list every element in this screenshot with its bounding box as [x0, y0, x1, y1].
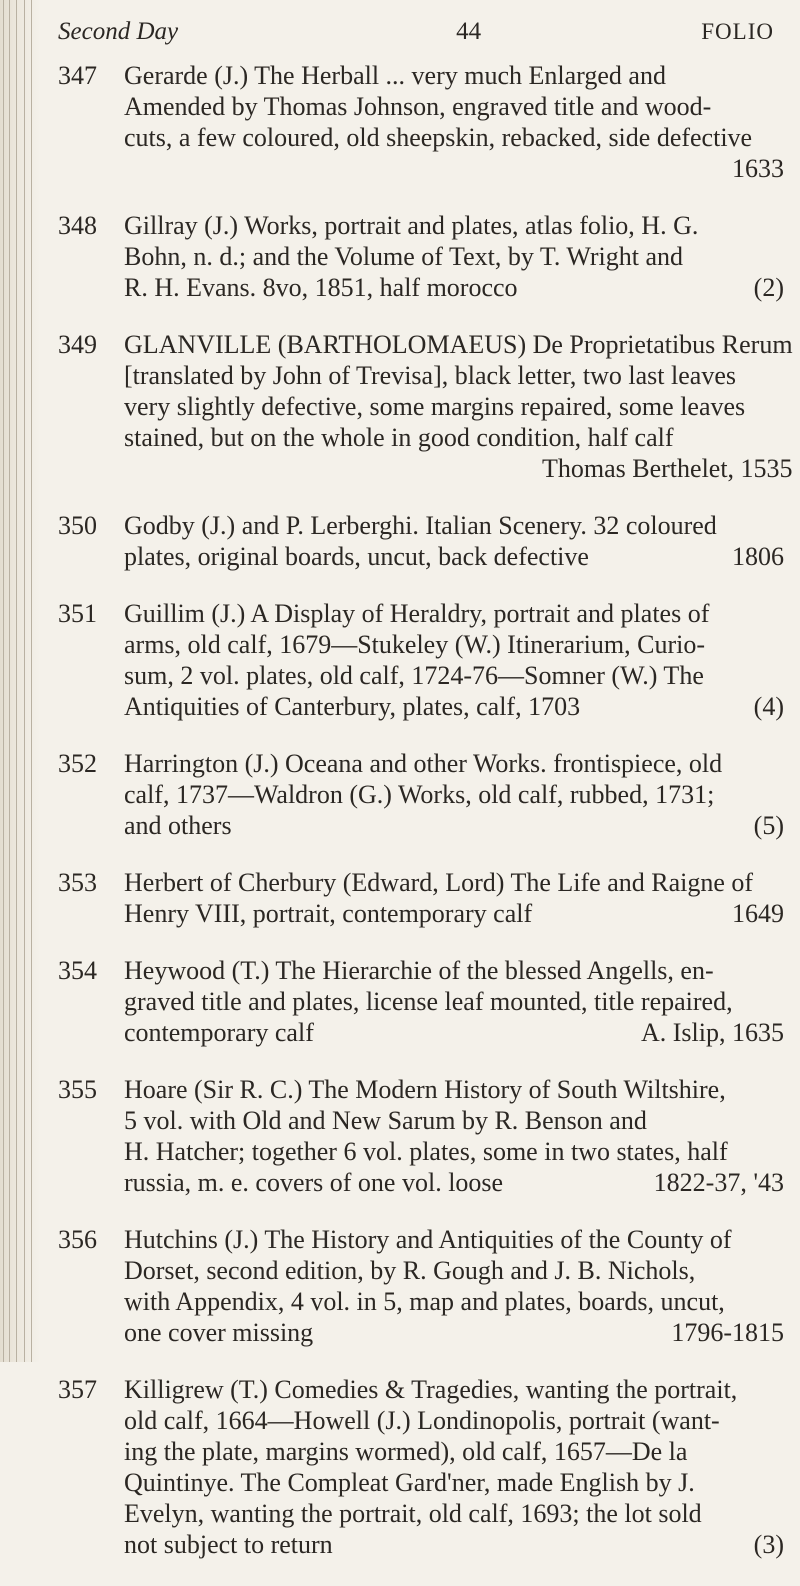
- lot-last-line: [124, 153, 784, 184]
- lot-number: 351: [58, 599, 97, 628]
- lot-line: Killigrew (T.) Comedies & Tragedies, wanting the portrait,: [124, 1375, 738, 1404]
- lot-entry: [58, 748, 784, 841]
- lot-date-or-count: (4): [753, 692, 784, 721]
- lot-line: Hoare (Sir R. C.) The Modern History of South Wiltshire,: [124, 1075, 726, 1104]
- lot-line: Dorset, second edition, by R. Gough and J. B. Nichols,: [124, 1256, 696, 1285]
- lot-description: [124, 329, 793, 484]
- lot-entry: [58, 1374, 784, 1560]
- lot-line: 5 vol. with Old and New Sarum by R. Benson and: [124, 1106, 647, 1135]
- lot-last-text: and others: [124, 811, 232, 840]
- lot-line: old calf, 1664—Howell (J.) Londinopolis, portrait (want-: [124, 1406, 720, 1435]
- lot-last-line: [124, 898, 784, 929]
- lot-line: Amended by Thomas Johnson, engraved title and wood-: [124, 92, 712, 121]
- lot-line: Gerarde (J.) The Herball ... very much Enlarged and: [124, 61, 666, 90]
- lot-line: ing the plate, margins wormed), old calf, 1657—De la: [124, 1437, 688, 1466]
- lot-date-or-count: (5): [753, 811, 784, 840]
- lot-line: Gillray (J.) Works, portrait and plates, atlas folio, H. G.: [124, 211, 699, 240]
- lot-date-or-count: 1649: [732, 899, 784, 928]
- lot-last-text: russia, m. e. covers of one vol. loose: [124, 1168, 504, 1197]
- lot-date-or-count: 1633: [732, 154, 784, 183]
- lot-line: graved title and plates, license leaf mounted, title repaired,: [124, 987, 733, 1016]
- lot-last-text: R. H. Evans. 8vo, 1851, half morocco: [124, 273, 518, 302]
- lot-line: Herbert of Cherbury (Edward, Lord) The Life and Raigne of: [124, 868, 754, 897]
- lot-description: [124, 1224, 784, 1348]
- lot-number: 352: [58, 749, 97, 778]
- lot-line: calf, 1737—Waldron (G.) Works, old calf, rubbed, 1731;: [124, 780, 715, 809]
- lot-entry: [58, 867, 784, 929]
- lot-entry: [58, 60, 784, 184]
- lot-entry: [58, 1224, 784, 1348]
- lot-last-text: one cover missing: [124, 1318, 314, 1347]
- lot-date-or-count: Thomas Berthelet, 1535: [542, 454, 793, 483]
- lot-entry: [58, 210, 784, 303]
- lot-last-line: [124, 541, 784, 572]
- lot-description: [124, 598, 784, 722]
- lot-date-or-count: 1796-1815: [671, 1318, 784, 1347]
- lot-description: [124, 867, 784, 929]
- lot-description: [124, 1374, 784, 1560]
- lot-last-text: Antiquities of Canterbury, plates, calf, 1703: [124, 692, 581, 721]
- lot-last-text: not subject to return: [124, 1530, 333, 1559]
- lot-number: 354: [58, 956, 97, 985]
- lot-line: Godby (J.) and P. Lerberghi. Italian Scenery. 32 coloured: [124, 511, 717, 540]
- lot-number: 356: [58, 1225, 97, 1254]
- header-format: FOLIO: [701, 19, 774, 44]
- page-binding-shadow: [0, 0, 40, 1362]
- lot-line: sum, 2 vol. plates, old calf, 1724-76—Somner (W.) The: [124, 661, 704, 690]
- lot-line: Evelyn, wanting the portrait, old calf, 1693; the lot sold: [124, 1499, 702, 1528]
- lot-number: 353: [58, 868, 97, 897]
- lot-line: with Appendix, 4 vol. in 5, map and plates, boards, uncut,: [124, 1287, 725, 1316]
- page-number: 44: [456, 18, 482, 45]
- lot-line: Guillim (J.) A Display of Heraldry, portrait and plates of: [124, 599, 710, 628]
- lot-number: 355: [58, 1075, 97, 1104]
- lot-last-line: [124, 1167, 784, 1198]
- lot-number: 350: [58, 511, 97, 540]
- header-day: Second Day: [58, 18, 179, 45]
- lot-date-or-count: (3): [753, 1530, 784, 1559]
- lot-date-or-count: 1806: [732, 542, 784, 571]
- lot-entry: [58, 510, 784, 572]
- lot-description: [124, 955, 784, 1048]
- lot-last-text: contemporary calf: [124, 1018, 314, 1047]
- lot-entry: [58, 1074, 784, 1198]
- lot-entry: [58, 598, 784, 722]
- lot-line: Hutchins (J.) The History and Antiquities of the County of: [124, 1225, 732, 1254]
- lot-line: stained, but on the whole in good condition, half calf: [124, 423, 674, 452]
- lot-line: Harrington (J.) Oceana and other Works. frontispiece, old: [124, 749, 723, 778]
- lot-description: [124, 60, 784, 184]
- lot-last-line: [124, 1317, 784, 1348]
- lot-description: [124, 1074, 784, 1198]
- lot-number: 349: [58, 330, 97, 359]
- lot-date-or-count: A. Islip, 1635: [641, 1018, 784, 1047]
- running-header: [58, 18, 784, 46]
- lot-last-line: [124, 272, 784, 303]
- lot-number: 357: [58, 1375, 97, 1404]
- lot-line: H. Hatcher; together 6 vol. plates, some in two states, half: [124, 1137, 728, 1166]
- catalogue-page: [58, 18, 793, 1586]
- lot-date-or-count: 1822-37, '43: [653, 1168, 784, 1197]
- lot-line: [translated by John of Trevisa], black letter, two last leaves: [124, 361, 736, 390]
- lot-last-line: [124, 810, 784, 841]
- lot-list: [58, 60, 793, 1560]
- lot-date-or-count: (2): [753, 273, 784, 302]
- lot-last-line: [124, 1529, 784, 1560]
- lot-number: 347: [58, 61, 97, 90]
- lot-line: Heywood (T.) The Hierarchie of the blessed Angells, en-: [124, 956, 714, 985]
- lot-last-text: Henry VIII, portrait, contemporary calf: [124, 899, 533, 928]
- lot-line: cuts, a few coloured, old sheepskin, rebacked, side defective: [124, 123, 753, 152]
- lot-line: GLANVILLE (BARTHOLOMAEUS) De Proprietatibus Rerum: [124, 330, 793, 359]
- lot-line: very slightly defective, some margins repaired, some leaves: [124, 392, 746, 421]
- lot-line: arms, old calf, 1679—Stukeley (W.) Itinerarium, Curio-: [124, 630, 706, 659]
- lot-last-line: [124, 1017, 784, 1048]
- lot-line: Bohn, n. d.; and the Volume of Text, by T. Wright and: [124, 242, 683, 271]
- lot-description: [124, 210, 784, 303]
- lot-last-line: [124, 691, 784, 722]
- lot-entry: [58, 955, 784, 1048]
- lot-last-line: [124, 453, 793, 484]
- lot-number: 348: [58, 211, 97, 240]
- lot-description: [124, 748, 784, 841]
- lot-entry: [58, 329, 793, 484]
- lot-line: Quintinye. The Compleat Gard'ner, made English by J.: [124, 1468, 695, 1497]
- lot-last-text: plates, original boards, uncut, back defective: [124, 542, 589, 571]
- lot-description: [124, 510, 784, 572]
